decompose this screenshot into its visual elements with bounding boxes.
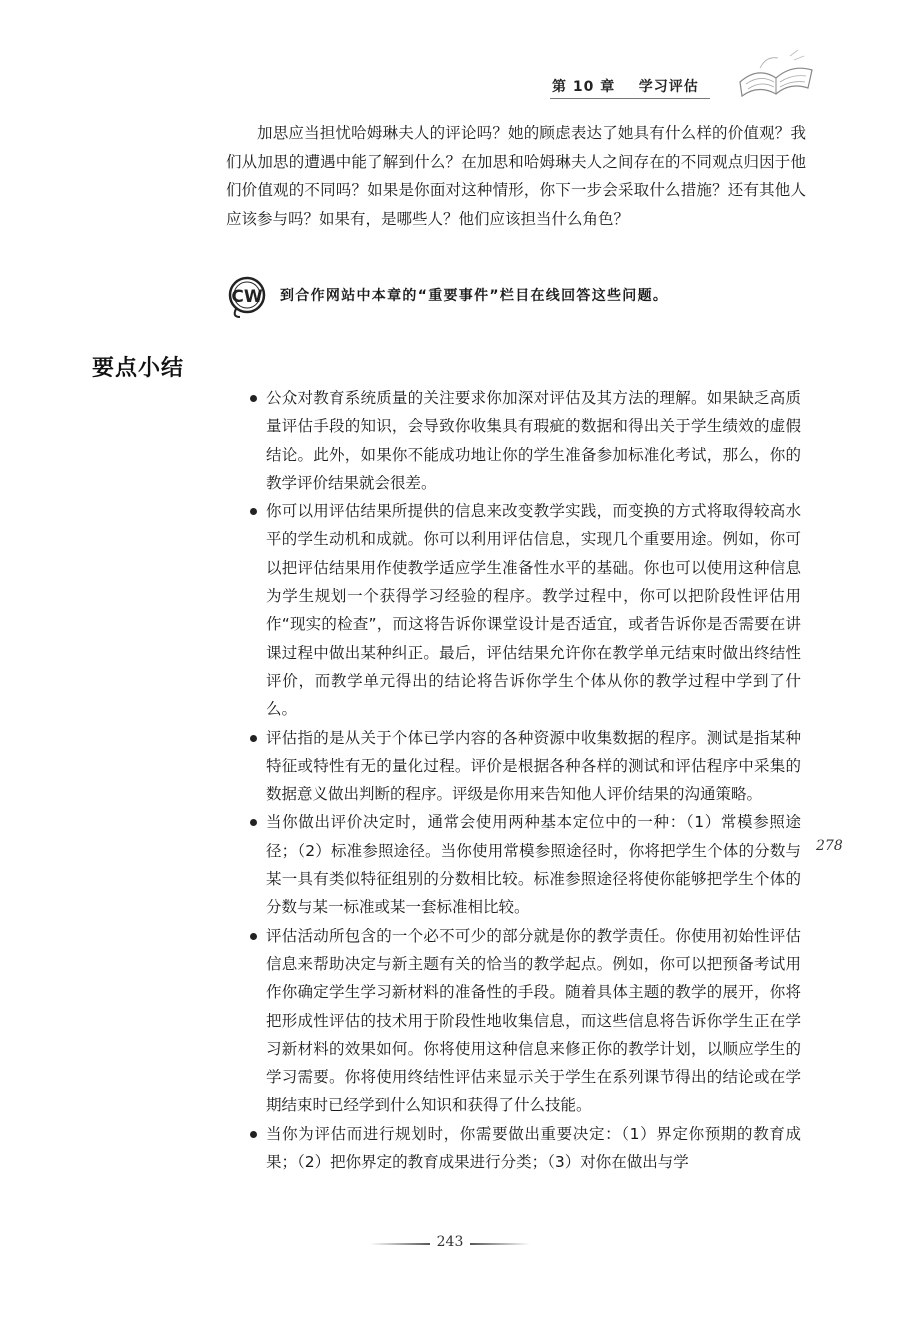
summary-item-text: 你可以用评估结果所提供的信息来改变教学实践，而变换的方式将取得较高水平的学生动机和成就。你可以利用评估信息，实现几个重要用途。例如，你可以把评估结果用作使教学适应学生准备性水平的基础。你也可以使用这种信息为学生规划一个获得学习经验的程序。教学过程中，你可以把阶段性评估用作“现实的检查”，而这将告诉你课堂设计是否适宜，或者告诉你是否需要在讲课过程中做出某种纠正。最后，评估结果允许你在教学单元结束时做出终结性评价，而教学单元得出的结论将告诉你学生个体从你的教学过程中学到了什么。 (266, 502, 801, 719)
bullet-icon (250, 1131, 257, 1138)
page-number: 243 (436, 1234, 464, 1250)
summary-item (266, 922, 801, 1120)
companion-website-note (226, 275, 816, 315)
bullet-icon (250, 735, 257, 742)
summary-item (266, 497, 801, 723)
bullet-icon (250, 933, 257, 940)
cw-logo-icon (226, 275, 272, 321)
summary-list (266, 384, 801, 1176)
summary-item-text: 当你为评估而进行规划时，你需要做出重要决定：（1）界定你预期的教育成果；（2）把你界定的教育成果进行分类；（3）对你在做出与学 (266, 1124, 801, 1172)
cw-logo-label: CW (231, 287, 263, 307)
summary-item (266, 724, 801, 809)
chapter-number: 第 10 章 (552, 79, 616, 95)
summary-item (266, 1120, 801, 1177)
cw-note-text: 到合作网站中本章的“重要事件”栏目在线回答这些问题。 (280, 288, 669, 304)
running-header (520, 58, 820, 98)
summary-item (266, 808, 801, 921)
summary-item-text: 评估指的是从关于个体已学内容的各种资源中收集数据的程序。测试是指某种特征或特性有无的量化过程。评价是根据各种各样的测试和评估程序中采集的数据意义做出判断的程序。评级是你用来告知他人评价结果的沟通策略。 (266, 728, 801, 804)
open-book-icon (730, 44, 820, 104)
bullet-icon (250, 508, 257, 515)
bullet-icon (250, 395, 257, 402)
chapter-title: 学习评估 (638, 79, 699, 95)
margin-page-reference: 278 (816, 838, 843, 854)
discussion-questions (226, 119, 806, 233)
summary-item (266, 384, 801, 497)
question-paragraph: 加思应当担忧哈姆琳夫人的评论吗？她的顾虑表达了她具有什么样的价值观？我们从加思的遭遇中能了解到什么？在加思和哈姆琳夫人之间存在的不同观点归因于他们价值观的不同吗？如果是你面对这种情形，你下一步会采取什么措施？还有其他人应该参与吗？如果有，是哪些人？他们应该担当什么角色？ (226, 124, 806, 228)
bullet-icon (250, 819, 257, 826)
section-title: 要点小结 (92, 356, 185, 381)
summary-item-text: 当你做出评价决定时，通常会使用两种基本定位中的一种：（1）常模参照途径；（2）标准参照途径。当你使用常模参照途径时，你将把学生个体的分数与某一具有类似特征组别的分数相比较。标准参照途径将使你能够把学生个体的分数与某一标准或某一套标准相比较。 (266, 813, 801, 917)
summary-item-text: 评估活动所包含的一个必不可少的部分就是你的教学责任。你使用初始性评估信息来帮助决定与新主题有关的恰当的教学起点。例如，你可以把预备考试用作你确定学生学习新材料的准备性的手段。随着具体主题的教学的展开，你将把形成性评估的技术用于阶段性地收集信息，而这些信息将告诉你学生正在学习新材料的效果如何。你将使用这种信息来修正你的教学计划，以顺应学生的学习需要。你将使用终结性评估来显示关于学生在系列课节得出的结论或在学期结束时已经学到什么知识和获得了什么技能。 (266, 926, 801, 1115)
chapter-heading (552, 76, 699, 96)
page-footer (360, 1232, 540, 1256)
footer-ornament-right (470, 1243, 530, 1245)
header-rule (550, 98, 710, 99)
summary-item-text: 公众对教育系统质量的关注要求你加深对评估及其方法的理解。如果缺乏高质量评估手段的知识，会导致你收集具有瑕疵的数据和得出关于学生绩效的虚假结论。此外，如果你不能成功地让你的学生准备参加标准化考试，那么，你的教学评价结果就会很差。 (266, 389, 801, 492)
